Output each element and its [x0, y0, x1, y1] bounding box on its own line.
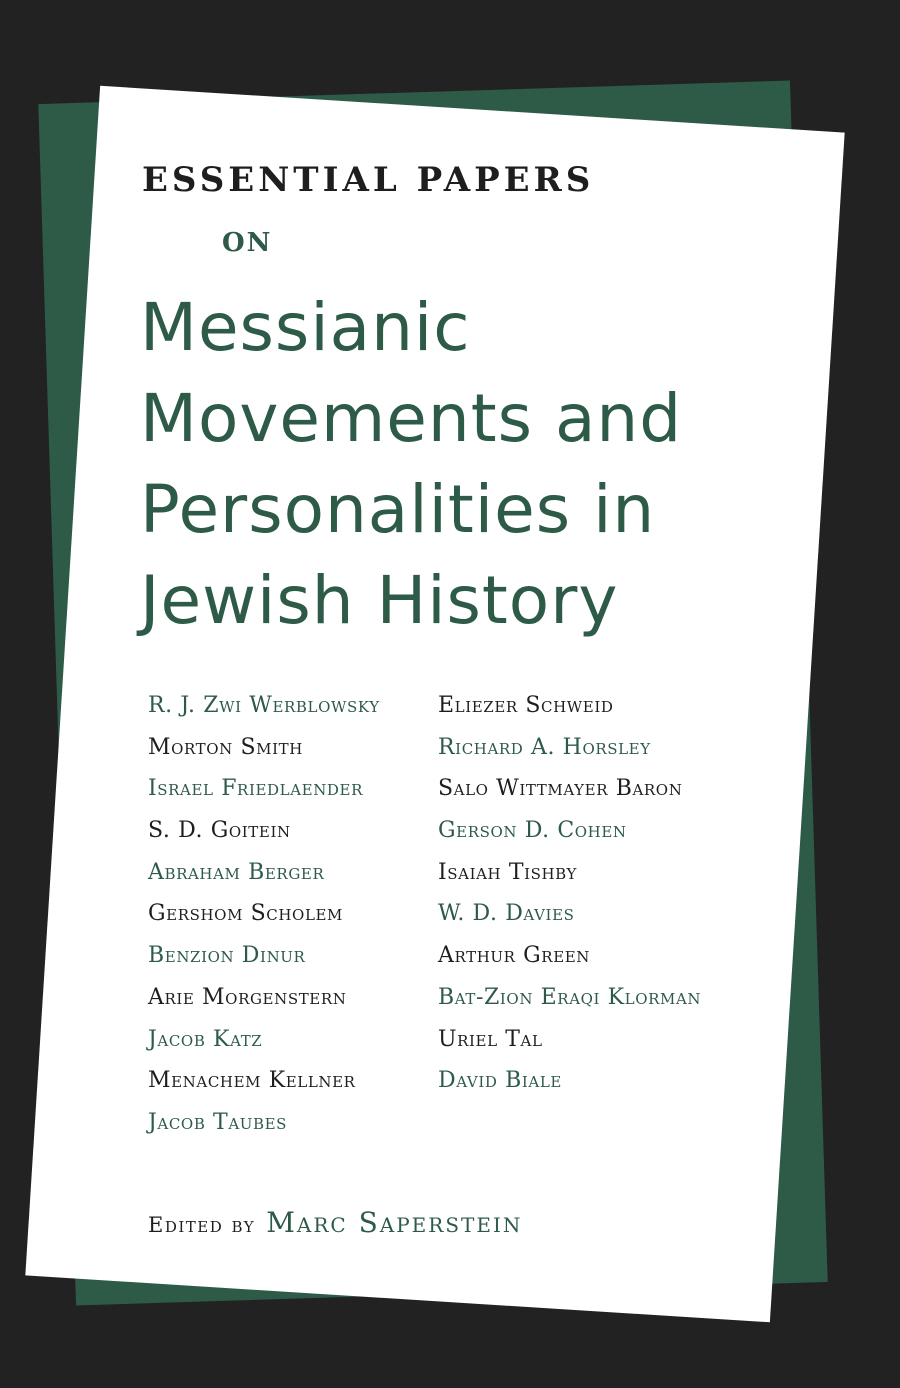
title-line-2: Movements and [140, 380, 683, 457]
contributor-name: Jacob Taubes [148, 1109, 288, 1135]
title-line-1: Messianic [140, 289, 471, 366]
contributor-name: Jacob Katz [148, 1026, 263, 1052]
contributor-name: Richard A. Horsley [438, 734, 651, 760]
contributor-name: R. J. Zwi Werblowsky [148, 693, 380, 718]
contributor-name: Morton Smith [148, 734, 303, 760]
contributor-name: Abraham Berger [148, 859, 325, 885]
contributor-name: Isaiah Tishby [438, 859, 578, 885]
contributor-name: Uriel Tal [438, 1026, 543, 1052]
contributor-name: S. D. Goitein [148, 818, 291, 844]
contributor-name: W. D. Davies [438, 901, 575, 927]
book-title [140, 282, 840, 646]
contributor-name: Benzion Dinur [148, 943, 306, 969]
contributor-name: Arie Morgenstern [148, 984, 347, 1010]
contributor-name: Eliezer Schweid [438, 693, 614, 718]
contributor-column-left [148, 688, 380, 1147]
title-line-3: Personalities in [140, 471, 656, 548]
contributor-column-right [438, 688, 701, 1105]
contributor-name: Gershom Scholem [148, 901, 344, 927]
contributor-name: Bat-Zion Eraqi Klorman [438, 984, 702, 1010]
contributor-name: Israel Friedlaender [148, 776, 363, 802]
editor-name: Marc Saperstein [266, 1206, 523, 1239]
contributor-name: David Biale [438, 1068, 562, 1094]
series-connector: ON [222, 228, 273, 258]
contributor-name: Gerson D. Cohen [438, 818, 627, 844]
series-title: ESSENTIAL PAPERS [142, 160, 595, 200]
contributor-name: Arthur Green [438, 943, 591, 969]
contributor-name: Menachem Kellner [148, 1068, 356, 1094]
title-line-4: Jewish History [140, 562, 619, 639]
contributor-name: Salo Wittmayer Baron [438, 776, 683, 802]
editor-credit [148, 1206, 522, 1239]
edited-by-label: Edited by [148, 1213, 256, 1237]
